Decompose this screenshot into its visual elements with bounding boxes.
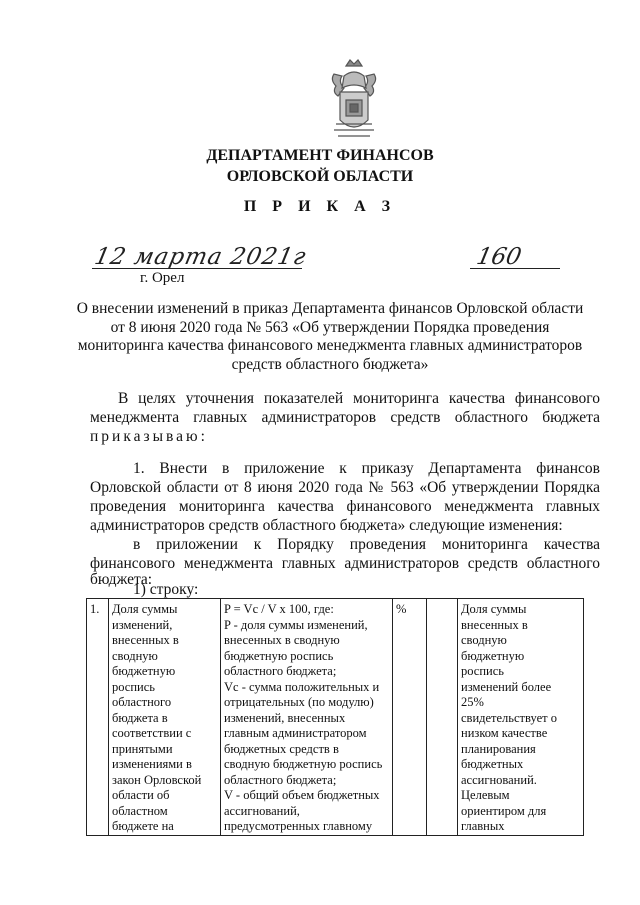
date-underline bbox=[92, 268, 302, 269]
coat-of-arms-icon bbox=[328, 58, 380, 140]
sub-line2: финансового менеджмента главных администраторов средств областного bbox=[90, 555, 600, 572]
sub-line1: в приложении к Порядку проведения мониторинга качества bbox=[133, 536, 600, 553]
item1-line1: 1. Внести в приложение к приказу Департамента финансов bbox=[133, 460, 600, 477]
table-row bbox=[87, 599, 584, 836]
cell-comment: Доля суммы внесенных в сводную бюджетную роспись изменений более 25% свидетельствует о низком качестве планирования бюджетных ассигнований. Целевым ориентиром для главных bbox=[458, 599, 584, 836]
item1-line2: Орловской области от 8 июня 2020 года № 563 «Об утверждении Порядка bbox=[90, 479, 600, 496]
indicator-table bbox=[86, 598, 584, 836]
department-name-line1: ДЕПАРТАМЕНТ ФИНАНСОВ bbox=[206, 147, 434, 164]
sub-line4: 1) строку: bbox=[133, 581, 199, 598]
title-line: средств областного бюджета» bbox=[231, 355, 429, 373]
department-name-line2: ОРЛОВСКОЙ ОБЛАСТИ bbox=[226, 168, 414, 185]
preamble-line2: менеджмента главных администраторов средств областного бюджета bbox=[90, 409, 600, 426]
title-line: О внесении изменений в приказ Департамента финансов Орловской области bbox=[76, 300, 584, 317]
title-line: мониторинга качества финансового менеджмента главных администраторов bbox=[77, 337, 583, 355]
number-underline bbox=[470, 268, 560, 269]
order-title bbox=[60, 300, 600, 374]
item1-line3: проведения мониторинга качества финансового менеджмента главных bbox=[90, 498, 600, 515]
handwritten-date: 12 марта 2021г bbox=[92, 244, 309, 270]
cell-empty bbox=[427, 599, 458, 836]
title-line: от 8 июня 2020 года № 563 «Об утверждении Порядка проведения bbox=[110, 318, 550, 336]
preamble-line3: приказываю: bbox=[90, 428, 208, 445]
city: г. Орел bbox=[140, 270, 185, 286]
preamble-line1: В целях уточнения показателей мониторинга качества финансового bbox=[118, 390, 600, 407]
item1-line4: администраторов средств областного бюджета» следующие изменения: bbox=[90, 517, 563, 534]
cell-number: 1. bbox=[87, 599, 109, 836]
sub-line3: бюджета: bbox=[90, 571, 153, 588]
document-type: П Р И К А З bbox=[243, 198, 397, 215]
handwritten-number: 160 bbox=[474, 244, 524, 270]
cell-formula: P = Vc / V x 100, где: P - доля суммы изменений, внесенных в сводную бюджетную роспись областного бюджета; Vc - сумма положительных и отрицательных (по модулю) изменений, внесенных главным администратором бюджетных средств в сводную бюджетную роспись областного бюджета; V - общий объем бюджетных ассигнований, предусмотренных главному bbox=[221, 599, 393, 836]
cell-indicator-name: Доля суммы изменений, внесенных в сводную бюджетную роспись областного бюджета в соответствии с принятыми изменениями в закон Орловской области об областном бюджете на bbox=[109, 599, 221, 836]
cell-unit: % bbox=[393, 599, 427, 836]
